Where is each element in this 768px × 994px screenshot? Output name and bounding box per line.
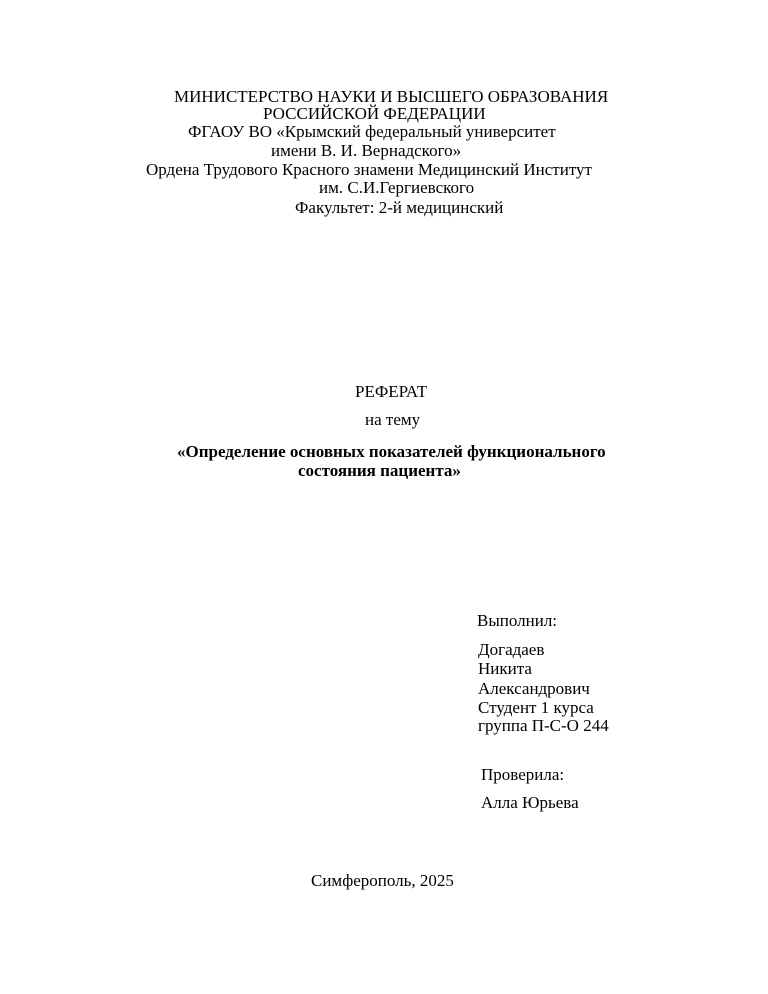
topic-line-1: «Определение основных показателей функционального xyxy=(177,442,606,461)
checker-label: Проверила: xyxy=(481,765,565,784)
checker-name: Алла Юрьева xyxy=(481,793,579,812)
institute-name-line: им. С.И.Гергиевского xyxy=(319,178,475,197)
institute-line: Ордена Трудового Красного знамени Медицинский Институт xyxy=(146,160,592,179)
author-name: Никита xyxy=(478,659,532,678)
topic-line-2: состояния пациента» xyxy=(298,461,461,480)
doc-type: РЕФЕРАТ xyxy=(355,382,428,401)
university-line: ФГАОУ ВО «Крымский федеральный университет xyxy=(188,122,556,141)
author-label: Выполнил: xyxy=(477,611,558,630)
author-course: Студент 1 курса xyxy=(478,698,594,717)
city-year: Симферополь, 2025 xyxy=(311,871,454,890)
author-group: группа П-С-О 244 xyxy=(478,716,609,735)
faculty-line: Факультет: 2-й медицинский xyxy=(295,198,504,217)
federation-line: РОССИЙСКОЙ ФЕДЕРАЦИИ xyxy=(263,104,486,123)
ministry-line: МИНИСТЕРСТВО НАУКИ И ВЫСШЕГО ОБРАЗОВАНИЯ xyxy=(174,87,609,106)
on-topic-label: на тему xyxy=(365,410,421,429)
author-patronymic: Александрович xyxy=(478,679,590,698)
author-surname: Догадаев xyxy=(478,640,545,659)
university-name-line: имени В. И. Вернадского» xyxy=(271,141,462,160)
